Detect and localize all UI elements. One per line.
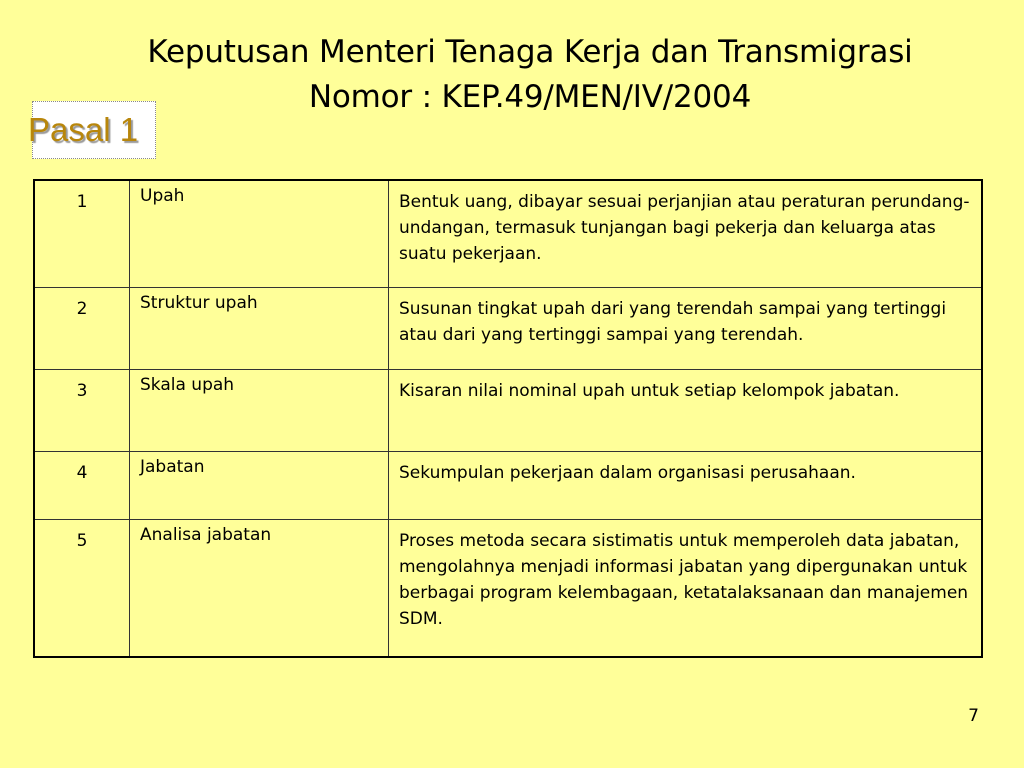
table-row	[34, 288, 982, 370]
row-number: 4	[34, 452, 130, 520]
row-number: 3	[34, 370, 130, 452]
row-definition: Kisaran nilai nominal upah untuk setiap kelompok jabatan.	[389, 370, 983, 452]
row-definition: Proses metoda secara sistimatis untuk memperoleh data jabatan, mengolahnya menjadi informasi jabatan yang dipergunakan untuk berbagai program kelembagaan, ketatalaksanaan dan manajemen SDM.	[389, 520, 983, 658]
section-label: Pasal 1	[28, 111, 139, 148]
definitions-table	[33, 179, 983, 658]
row-term: Upah	[130, 180, 389, 288]
table-row	[34, 520, 982, 658]
table-row	[34, 452, 982, 520]
row-definition: Susunan tingkat upah dari yang terendah sampai yang tertinggi atau dari yang tertinggi sampai yang terendah.	[389, 288, 983, 370]
title-line-1: Keputusan Menteri Tenaga Kerja dan Transmigrasi	[147, 34, 913, 70]
row-term: Analisa jabatan	[130, 520, 389, 658]
slide-title	[60, 30, 1000, 120]
row-definition: Sekumpulan pekerjaan dalam organisasi perusahaan.	[389, 452, 983, 520]
row-term: Struktur upah	[130, 288, 389, 370]
row-number: 2	[34, 288, 130, 370]
row-term: Skala upah	[130, 370, 389, 452]
row-number: 1	[34, 180, 130, 288]
page-number: 7	[968, 706, 979, 726]
title-line-2: Nomor : KEP.49/MEN/IV/2004	[308, 79, 752, 115]
row-number: 5	[34, 520, 130, 658]
table-row	[34, 180, 982, 288]
table-row	[34, 370, 982, 452]
row-term: Jabatan	[130, 452, 389, 520]
row-definition: Bentuk uang, dibayar sesuai perjanjian atau peraturan perundang-undangan, termasuk tunjangan bagi pekerja dan keluarga atas suatu pekerjaan.	[389, 180, 983, 288]
